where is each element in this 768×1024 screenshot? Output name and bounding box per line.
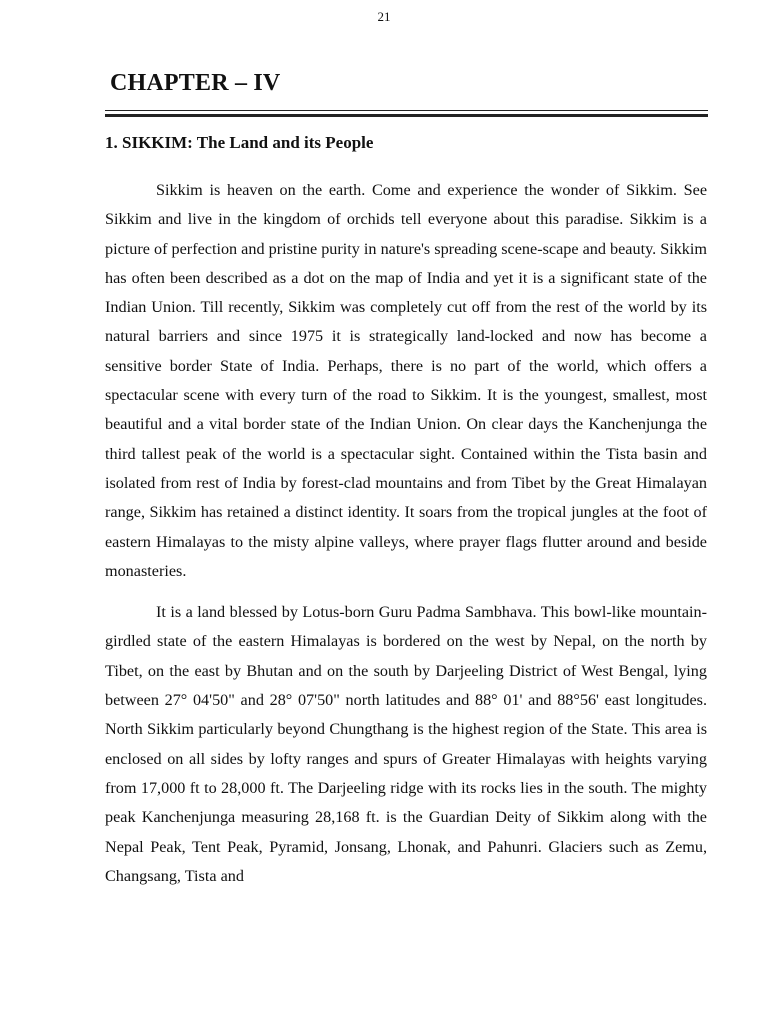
chapter-title: CHAPTER – IV [110,70,281,96]
section-heading: 1. SIKKIM: The Land and its People [105,133,374,152]
title-rule-thin [105,110,708,111]
paragraph-2: It is a land blessed by Lotus-born Guru Padma Sambhava. This bowl-like mountain-girdled state of the eastern Himalayas is bordered on the west by Nepal, on the north by Tibet, on the east by Bhutan and on the south by Darjeeling District of West Bengal, lying between 27° 04'50" and 28° 07'50" north latitudes and 88° 01' and 88°56' east longitudes. North Sikkim particularly beyond Chungthang is the highest region of the State. This area is enclosed on all sides by lofty ranges and spurs of Greater Himalayas with heights varying from 17,000 ft to 28,000 ft. The Darjeeling ridge with its rocks lies in the south. The mighty peak Kanchenjunga measuring 28,168 ft. is the Guardian Deity of Sikkim along with the Nepal Peak, Tent Peak, Pyramid, Jonsang, Lhonak, and Pahunri. Glaciers such as Zemu, Changsang, Tista and [105,603,707,885]
title-rule-thick [105,114,708,117]
body-text [105,176,707,891]
paragraph-1: Sikkim is heaven on the earth. Come and experience the wonder of Sikkim. See Sikkim and live in the kingdom of orchids tell everyone about this paradise. Sikkim is a picture of perfection and pristine purity in nature's spreading scene-scape and beauty. Sikkim has often been described as a dot on the map of India and yet it is a significant state of the Indian Union. Till recently, Sikkim was completely cut off from the rest of the world by its natural barriers and since 1975 it is strategically land-locked and now has become a sensitive border State of India. Perhaps, there is no part of the world, which offers a spectacular scene with every turn of the road to Sikkim. It is the youngest, smallest, most beautiful and a vital border state of the Indian Union. On clear days the Kanchenjunga the third tallest peak of the world is a spectacular sight. Contained within the Tista basin and isolated from rest of India by forest-clad mountains and from Tibet by the Great Himalayan range, Sikkim has retained a distinct identity. It soars from the tropical jungles at the foot of eastern Himalayas to the misty alpine valleys, where prayer flags flutter around and beside monasteries. [105,181,707,580]
page-number: 21 [377,9,391,24]
